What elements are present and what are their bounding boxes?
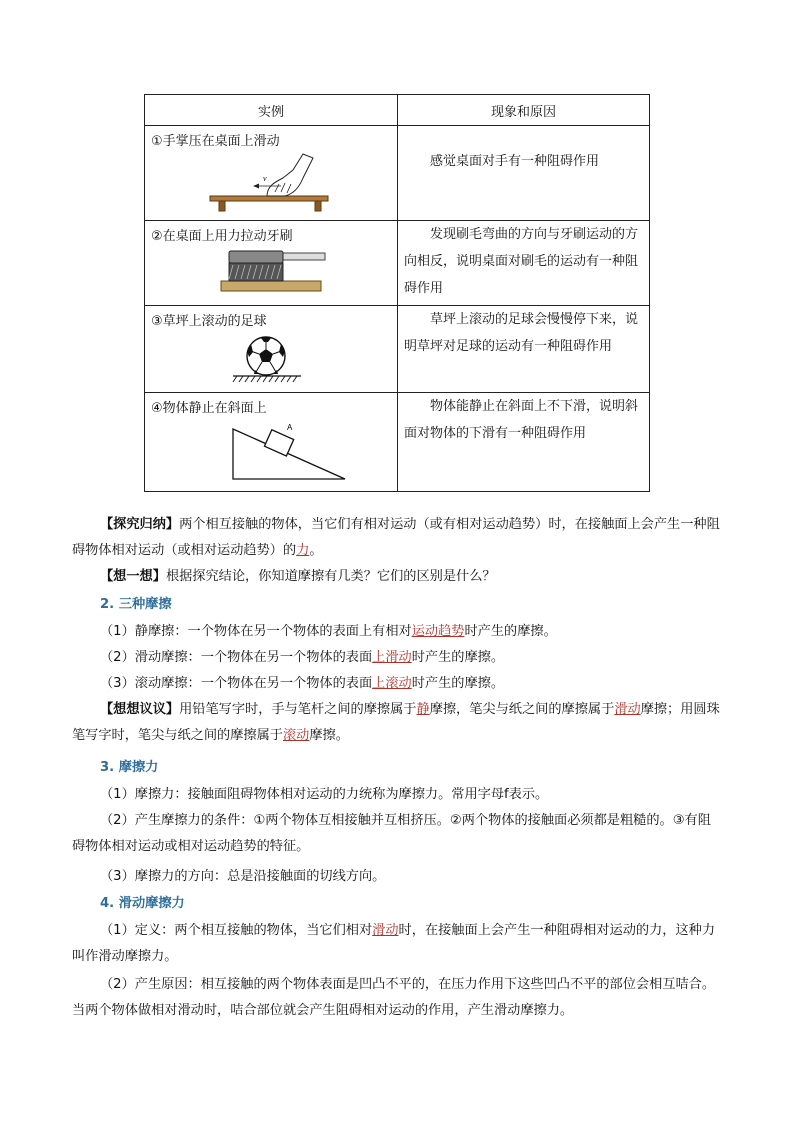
hand-on-table-figure <box>205 150 335 218</box>
answer-blank: 上滚动 <box>372 676 412 691</box>
row1-example-cell <box>145 126 397 220</box>
answer-blank: 滑动 <box>614 702 641 717</box>
inquiry-summary: 【探究归纳】两个相互接触的物体，当它们有相对运动（或有相对运动趋势）时，在接触面上会产生一种阻碍物体相对运动（或相对运动趋势）的力。 <box>72 517 720 558</box>
row1-example-text: ①手掌压在桌面上滑动 <box>151 134 280 149</box>
think-question: 【想一想】根据探究结论，你知道摩擦有几类？它们的区别是什么？ <box>100 569 496 584</box>
row1-explanation: 感觉桌面对手有一种阻碍作用 <box>430 154 600 169</box>
row4-example-cell <box>145 393 397 491</box>
answer-blank: 力 <box>296 543 310 558</box>
toothbrush-figure <box>219 245 329 303</box>
row3-example-cell <box>145 306 397 392</box>
answer-blank: 静 <box>416 702 430 717</box>
section-4-heading: 4. 滑动摩擦力 <box>100 896 185 911</box>
sliding-friction-cause: （2）产生原因：相互接触的两个物体表面是凹凸不平的，在压力作用下这些凹凸不平的部位会相互咭合。当两个物体做相对滑动时，咭合部位就会产生阻碍相对运动的作用，产生滑动摩擦力。 <box>72 977 716 1018</box>
section-3-heading: 3. 摩擦力 <box>100 760 159 775</box>
block-on-incline-figure <box>229 419 349 483</box>
discussion-paragraph: 【想想议议】用铅笔写字时，手与笔杆之间的摩擦属于静摩擦，笔尖与纸之间的摩擦属于滑动摩擦；用圆珠笔写字时，笔尖与纸之间的摩擦属于滚动摩擦。 <box>72 702 720 743</box>
examples-table <box>144 94 650 492</box>
velocity-label: v <box>263 174 267 183</box>
row3-example-text: ③草坪上滚动的足球 <box>151 314 267 329</box>
static-friction-item: （1）静摩擦：一个物体在另一个物体的表面上有相对运动趋势时产生的摩擦。 <box>100 624 557 639</box>
answer-blank: 运动趋势 <box>411 624 465 639</box>
answer-blank: 上滑动 <box>372 650 412 665</box>
rolling-friction-item: （3）滚动摩擦：一个物体在另一个物体的表面上滚动时产生的摩擦。 <box>100 676 505 691</box>
table-header-explanation: 现象和原因 <box>398 95 650 126</box>
row2-example-text: ②在桌面上用力拉动牙刷 <box>151 229 293 244</box>
table-header-example: 实例 <box>145 95 398 126</box>
friction-direction: （3）摩擦力的方向：总是沿接触面的切线方向。 <box>100 869 386 884</box>
section-2-heading: 2. 三种摩擦 <box>100 597 172 612</box>
block-label: A <box>287 423 293 432</box>
friction-definition: （1）摩擦力：接触面阻碍物体相对运动的力统称为摩擦力。常用字母f表示。 <box>100 787 549 802</box>
row3-explanation: 草坪上滚动的足球会慢慢停下来，说明草坪对足球的运动有一种阻碍作用 <box>404 312 639 354</box>
sliding-friction-item: （2）滑动摩擦：一个物体在另一个物体的表面上滑动时产生的摩擦。 <box>100 650 505 665</box>
soccer-ball-figure <box>231 334 303 388</box>
row2-example-cell <box>145 221 397 305</box>
answer-blank: 滚动 <box>283 728 310 743</box>
friction-conditions: （2）产生摩擦力的条件：①两个物体互相接触并互相挤压。②两个物体的接触面必须都是粗糙的。③有阻碍物体相对运动或相对运动趋势的特征。 <box>72 813 711 854</box>
sliding-friction-definition: （1）定义：两个相互接触的物体，当它们相对滑动时，在接触面上会产生一种阻碍相对运动的力，这种力叫作滑动摩擦力。 <box>72 923 716 964</box>
row4-explanation: 物体能静止在斜面上不下滑，说明斜面对物体的下滑有一种阻碍作用 <box>404 399 639 441</box>
answer-blank: 滑动 <box>372 923 399 938</box>
row2-explanation: 发现刷毛弯曲的方向与牙刷运动的方向相反，说明桌面对刷毛的运动有一种阻碍作用 <box>404 227 639 296</box>
row4-example-text: ④物体静止在斜面上 <box>151 401 267 416</box>
